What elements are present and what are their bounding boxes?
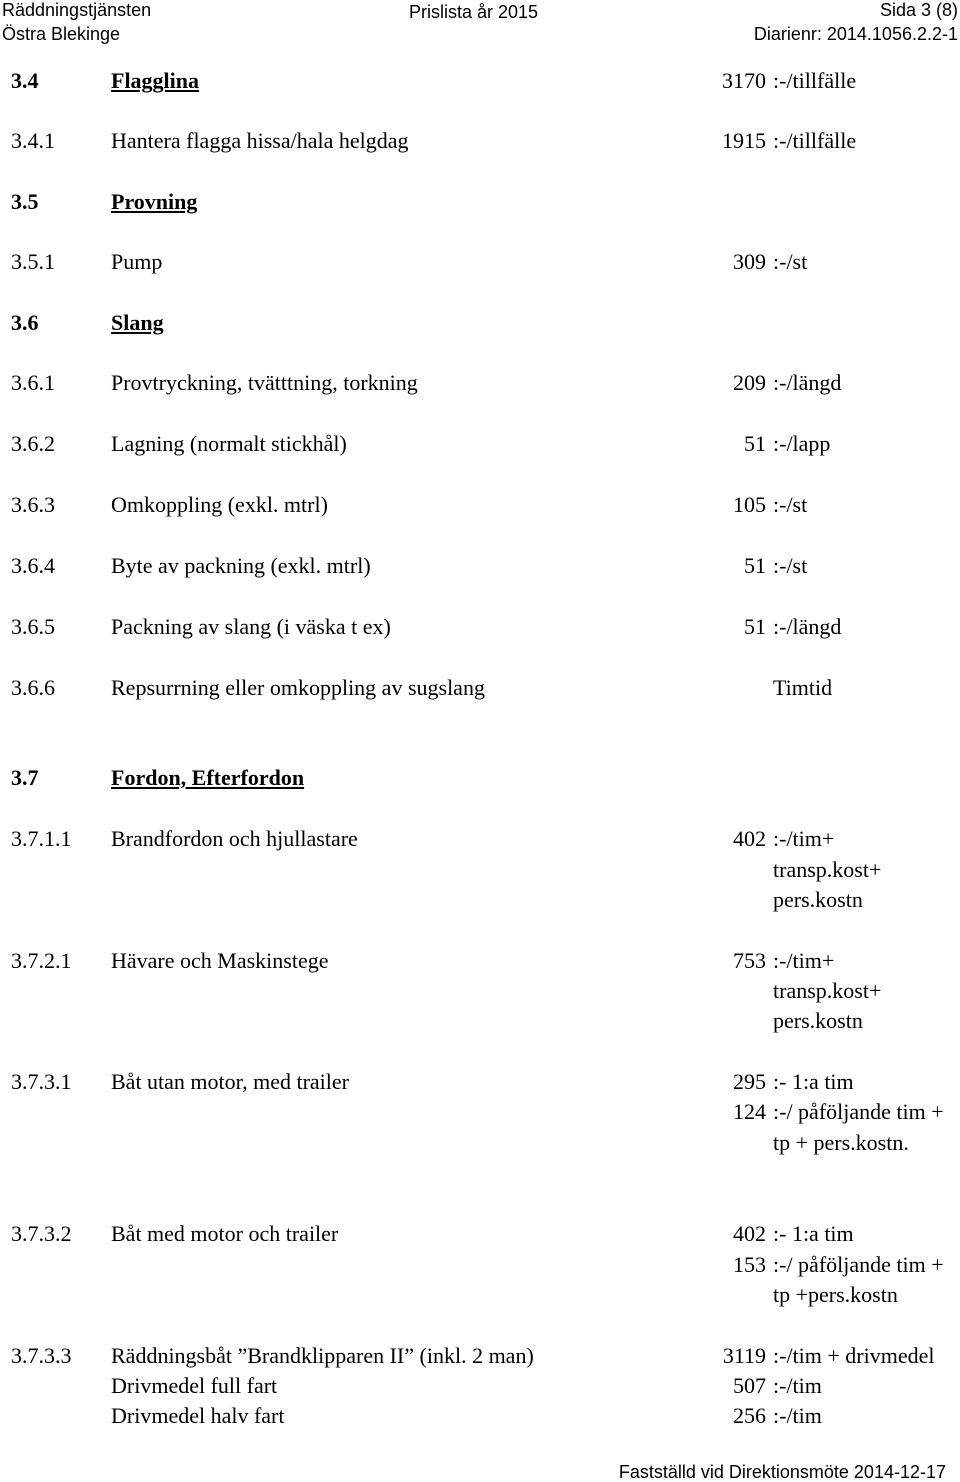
price-value: 51 xyxy=(744,553,766,578)
item-description: Repsurrning eller omkoppling av sugslang xyxy=(111,675,485,700)
item-number: 3.7.3.3 xyxy=(11,1343,72,1368)
item-number: 3.6 xyxy=(11,310,39,335)
item-description: Räddningsbåt ”Brandklipparen II” (inkl. 2 man) xyxy=(111,1343,534,1368)
price-unit-continued: pers.kostn xyxy=(773,887,863,912)
price-unit: :-/längd xyxy=(773,614,842,639)
item-number: 3.6.3 xyxy=(11,492,55,517)
item-number: 3.7.2.1 xyxy=(11,948,72,973)
item-description: Båt med motor och trailer xyxy=(111,1221,339,1246)
price-unit: :-/st xyxy=(773,249,808,274)
price-unit: :-/st xyxy=(773,492,808,517)
price-value: 507 xyxy=(733,1373,766,1398)
item-number: 3.4.1 xyxy=(11,128,55,153)
item-description: Hantera flagga hissa/hala helgdag xyxy=(111,128,409,153)
price-value: 256 xyxy=(733,1403,766,1428)
price-unit-continued: tp +pers.kostn xyxy=(773,1282,898,1307)
price-unit: :-/st xyxy=(773,553,808,578)
approval-footer: Fastställd vid Direktionsmöte 2014-12-17 xyxy=(618,1462,946,1482)
price-unit-second: :-/ påföljande tim + xyxy=(773,1099,944,1124)
org-name-line2: Östra Blekinge xyxy=(2,24,121,44)
item-description: Båt utan motor, med trailer xyxy=(111,1069,349,1094)
price-unit-continued: tp + pers.kostn. xyxy=(773,1130,909,1155)
price-value: 402 xyxy=(733,1221,766,1246)
page-number: Sida 3 (8) xyxy=(879,0,958,20)
price-unit: :-/tim xyxy=(773,1373,822,1398)
item-number: 3.7.3.2 xyxy=(11,1221,72,1246)
price-unit: :- 1:a tim xyxy=(773,1069,854,1094)
price-value: 209 xyxy=(733,370,766,395)
price-value-second: 153 xyxy=(733,1252,766,1277)
item-description: Lagning (normalt stickhål) xyxy=(111,431,347,456)
price-unit: :-/tim + drivmedel xyxy=(773,1343,935,1368)
price-value: 1915 xyxy=(722,128,766,153)
item-number: 3.6.4 xyxy=(11,553,55,578)
price-unit-continued: transp.kost+ xyxy=(773,978,882,1003)
document-title: Prislista år 2015 xyxy=(409,2,539,22)
section-title: Provning xyxy=(111,189,198,214)
price-unit: :-/lapp xyxy=(773,431,831,456)
price-unit: Timtid xyxy=(773,675,833,700)
price-value: 3170 xyxy=(722,68,766,93)
item-number: 3.6.2 xyxy=(11,431,55,456)
price-unit: :-/tim+ xyxy=(773,826,835,851)
price-value: 51 xyxy=(744,614,766,639)
price-value: 105 xyxy=(733,492,766,517)
item-number: 3.7 xyxy=(11,765,39,790)
price-unit: :-/tillfälle xyxy=(773,128,857,153)
item-number: 3.5.1 xyxy=(11,249,55,274)
price-unit-second: :-/ påföljande tim + xyxy=(773,1252,944,1277)
price-value: 753 xyxy=(733,948,766,973)
item-number: 3.5 xyxy=(11,189,39,214)
price-value: 402 xyxy=(733,826,766,851)
item-description: Drivmedel halv fart xyxy=(111,1403,285,1428)
price-value: 309 xyxy=(733,249,766,274)
org-name-line1: Räddningstjänsten xyxy=(2,0,152,20)
item-number: 3.6.5 xyxy=(11,614,55,639)
price-unit: :-/tim xyxy=(773,1403,822,1428)
item-number: 3.6.1 xyxy=(11,370,55,395)
item-description: Hävare och Maskinstege xyxy=(111,948,329,973)
item-description: Byte av packning (exkl. mtrl) xyxy=(111,553,371,578)
section-title: Fordon, Efterfordon xyxy=(111,765,305,790)
price-unit: :-/längd xyxy=(773,370,842,395)
item-description: Omkoppling (exkl. mtrl) xyxy=(111,492,328,517)
item-description: Packning av slang (i väska t ex) xyxy=(111,614,391,639)
price-unit-continued: pers.kostn xyxy=(773,1008,863,1033)
price-unit: :-/tillfälle xyxy=(773,68,857,93)
item-description: Provtryckning, tvätttning, torkning xyxy=(111,370,418,395)
item-number: 3.4 xyxy=(11,68,39,93)
diary-number: Diarienr: 2014.1056.2.2-1 xyxy=(753,24,958,44)
item-description: Pump xyxy=(111,249,163,274)
item-number: 3.7.1.1 xyxy=(11,826,72,851)
section-title: Slang xyxy=(111,310,164,335)
price-unit-continued: transp.kost+ xyxy=(773,857,882,882)
price-value: 295 xyxy=(733,1069,766,1094)
price-value-second: 124 xyxy=(733,1099,766,1124)
item-description: Brandfordon och hjullastare xyxy=(111,826,358,851)
item-description: Drivmedel full fart xyxy=(111,1373,278,1398)
section-title: Flagglina xyxy=(111,68,200,93)
item-number: 3.6.6 xyxy=(11,675,55,700)
price-value: 51 xyxy=(744,431,766,456)
price-unit: :- 1:a tim xyxy=(773,1221,854,1246)
price-unit: :-/tim+ xyxy=(773,948,835,973)
item-number: 3.7.3.1 xyxy=(11,1069,72,1094)
price-value: 3119 xyxy=(722,1343,766,1368)
